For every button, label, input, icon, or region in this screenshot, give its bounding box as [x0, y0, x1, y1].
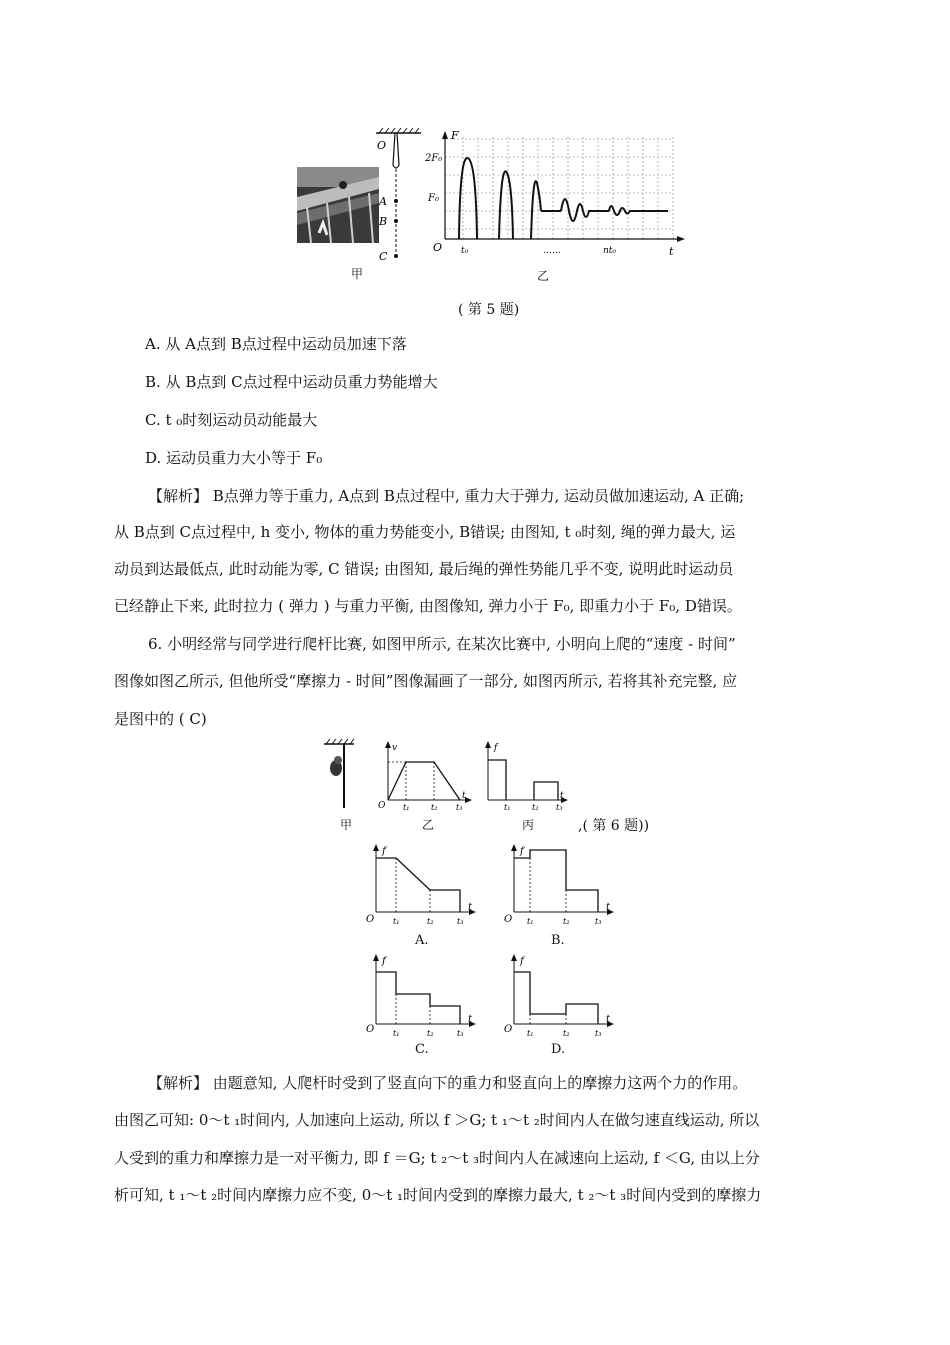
q6-choice-b-graph [504, 842, 624, 928]
q6-a-t-label: t [468, 902, 473, 913]
q6-a-t1-label: t₁ [393, 917, 400, 926]
q6-yi-t1-label: t₁ [403, 803, 410, 812]
q5-option-c: C. t ₀时刻运动员动能最大 [145, 411, 318, 429]
q6-choice-d-graph [504, 952, 624, 1038]
q5-caption: ( 第 5 题) [458, 302, 520, 318]
q5-option-a: A. 从 A点到 B点过程中运动员加速下落 [145, 335, 407, 353]
q6-bing-t-label: t [560, 791, 564, 801]
q6-a-f-label: f [382, 846, 386, 857]
y-F0-label: F₀ [428, 193, 439, 204]
q6-b-f-label: f [520, 846, 524, 857]
q6-d-O-label: O [504, 1024, 513, 1035]
athlete-photo [297, 167, 379, 243]
q5-option-b: B. 从 B点到 C点过程中运动员重力势能增大 [145, 373, 438, 391]
q6-analysis-line-1: 【解析】 由题意知, 人爬杆时受到了竖直向下的重力和竖直向上的摩擦力这两个力的作用。 [148, 1074, 748, 1092]
q6-c-t3-label: t₃ [457, 1029, 464, 1038]
q6-d-t1-label: t₁ [527, 1029, 534, 1038]
q6-a-t3-label: t₃ [457, 917, 464, 926]
q5-analysis-line-4: 已经静止下来, 此时拉力 ( 弹力 ) 与重力平衡, 由图像知, 弹力小于 F₀, 即重力小于 F₀, D错误。 [114, 597, 742, 615]
q6-bing-t1-label: t₁ [504, 803, 511, 812]
x-t0-label: t₀ [461, 246, 469, 256]
q6-yi-O-label: O [378, 801, 386, 811]
q6-stem-line-2: 图像如图乙所示, 但他所受“摩擦力 - 时间”图像漏画了一部分, 如图丙所示, 若将其补充完整, 应 [114, 672, 738, 690]
q6-c-t2-label: t₂ [427, 1029, 434, 1038]
q5-analysis-line-3: 动员到达最低点, 此时动能为零, C 错误; 由图知, 最后绳的弹性势能几乎不变, 说明此时运动员 [114, 560, 734, 578]
x-nt0-label: nt₀ [603, 246, 617, 256]
q5-analysis-line-2: 从 B点到 C点过程中, h 变小, 物体的重力势能变小, B错误; 由图知, t ₀时刻, 绳的弹力最大, 运 [114, 523, 736, 541]
q6-analysis-line-2: 由图乙可知: 0～t ₁时间内, 人加速向上运动, 所以 f ＞G; t ₁～t ₂时间内人在做匀速直线运动, 所以 [114, 1111, 760, 1129]
q6-c-f-label: f [382, 956, 386, 967]
q6-stem-line-1: 6. 小明经常与同学进行爬杆比赛, 如图甲所示, 在某次比赛中, 小明向上爬的“速度 - 时间” [148, 635, 736, 653]
q5-jia-diagram [371, 125, 423, 265]
q6-a-O-label: O [366, 914, 375, 925]
q6-d-f-label: f [520, 956, 524, 967]
q5-figure [295, 125, 695, 285]
x-axis-t-label: t [669, 245, 674, 258]
q6-c-t1-label: t₁ [393, 1029, 400, 1038]
point-O-label: O [377, 139, 387, 152]
q5-yi-label: 乙 [537, 269, 550, 283]
q6-b-O-label: O [504, 914, 513, 925]
q6-velocity-time-graph [374, 740, 474, 812]
q6-choice-c-graph [362, 952, 482, 1038]
q5-jia-label: 甲 [351, 267, 364, 281]
q6-d-t3-label: t₃ [595, 1029, 602, 1038]
q6-caption: ,( 第 6 题)) [578, 818, 650, 834]
y-2F0-label: 2F₀ [425, 153, 443, 164]
q6-c-t-label: t [468, 1014, 473, 1025]
q6-analysis-line-4: 析可知, t ₁～t ₂时间内摩擦力应不变, 0～t ₁时间内受到的摩擦力最大, t ₂～t ₃时间内受到的摩擦力 [114, 1186, 762, 1204]
point-C-label: C [379, 250, 388, 263]
q6-bing-f-label: f [494, 743, 498, 753]
q6-yi-t3-label: t₃ [456, 803, 463, 812]
point-A-label: A [379, 195, 387, 208]
q6-yi-t2-label: t₂ [431, 803, 438, 812]
q6-choice-d-label: D. [551, 1042, 566, 1057]
q6-b-t1-label: t₁ [527, 917, 534, 926]
q6-choice-a-label: A. [415, 933, 429, 948]
q6-jia-label: 甲 [340, 818, 353, 832]
q6-a-t2-label: t₂ [427, 917, 434, 926]
q6-bing-t2-label: t₂ [532, 803, 539, 812]
origin-O-label: O [433, 241, 443, 254]
point-B-label: B [379, 215, 388, 228]
q6-jia-figure [322, 738, 356, 810]
q5-analysis-line-1: 【解析】 B点弹力等于重力, A点到 B点过程中, 重力大于弹力, 运动员做加速运动, A 正确; [148, 487, 745, 505]
q6-choice-c-label: C. [415, 1042, 429, 1057]
q6-c-O-label: O [366, 1024, 375, 1035]
x-dots-label: …… [543, 246, 561, 256]
q6-b-t3-label: t₃ [595, 917, 602, 926]
q6-choice-b-label: B. [551, 933, 565, 948]
q6-yi-v-label: v [392, 743, 398, 753]
q6-d-t-label: t [606, 1014, 611, 1025]
q6-analysis-line-3: 人受到的重力和摩擦力是一对平衡力, 即 f ＝G; t ₂～t ₃时间内人在减速向上运动, f ＜G, 由以上分 [114, 1149, 760, 1167]
q6-choice-a-graph [362, 842, 482, 928]
q6-stem-line-3: 是图中的 ( C) [114, 710, 207, 728]
q6-d-t2-label: t₂ [563, 1029, 570, 1038]
q6-yi-t-label: t [462, 791, 466, 801]
y-axis-F-label: F [451, 129, 459, 142]
q6-friction-time-graph-incomplete [480, 740, 570, 812]
q6-bing-label: 丙 [522, 818, 535, 832]
q5-option-d: D. 运动员重力大小等于 F₀ [145, 449, 323, 467]
q5-force-time-graph [423, 127, 693, 263]
q6-bing-t3-label: t₃ [556, 803, 563, 812]
q6-b-t2-label: t₂ [563, 917, 570, 926]
q6-b-t-label: t [606, 902, 611, 913]
q6-yi-label: 乙 [422, 818, 435, 832]
